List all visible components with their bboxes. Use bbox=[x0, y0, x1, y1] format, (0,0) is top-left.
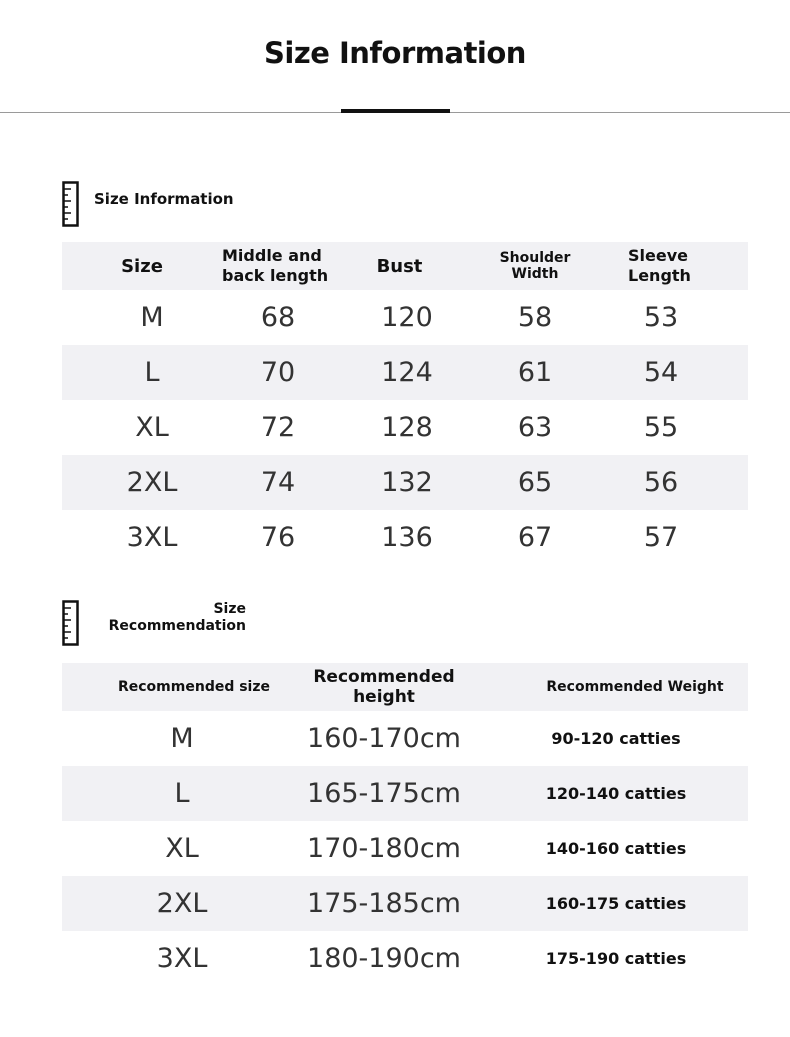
header-bust: Bust bbox=[376, 255, 423, 277]
recommended-size-cell: 3XL bbox=[156, 943, 208, 974]
shoulder-cell: 63 bbox=[517, 412, 553, 443]
recommendation-row bbox=[62, 711, 748, 766]
size-info-row bbox=[62, 400, 748, 455]
recommended-weight-cell: 120-140 catties bbox=[545, 784, 687, 803]
back-length-cell: 72 bbox=[260, 412, 296, 443]
size-cell: L bbox=[144, 357, 160, 388]
recommended-height-cell: 165-175cm bbox=[307, 778, 461, 809]
size-info-header-row bbox=[62, 242, 748, 290]
recommendation-row bbox=[62, 821, 748, 876]
size-info-row bbox=[62, 510, 748, 565]
title-accent-bar bbox=[341, 109, 450, 113]
sleeve-cell: 57 bbox=[643, 522, 679, 553]
back-length-cell: 74 bbox=[260, 467, 296, 498]
header-back-length: Middle and back length bbox=[222, 246, 329, 285]
back-length-cell: 68 bbox=[260, 302, 296, 333]
back-length-cell: 70 bbox=[260, 357, 296, 388]
bust-cell: 120 bbox=[381, 302, 433, 333]
size-info-row bbox=[62, 455, 748, 510]
size-recommendation-label: Size Recommendation bbox=[108, 601, 246, 634]
recommended-size-cell: XL bbox=[165, 833, 199, 864]
sleeve-cell: 54 bbox=[643, 357, 679, 388]
header-sleeve-length: Sleeve Length bbox=[628, 246, 691, 285]
recommendation-row bbox=[62, 931, 748, 986]
sleeve-cell: 55 bbox=[643, 412, 679, 443]
shoulder-cell: 65 bbox=[517, 467, 553, 498]
size-info-table bbox=[62, 242, 748, 565]
sleeve-cell: 53 bbox=[643, 302, 679, 333]
shoulder-cell: 67 bbox=[517, 522, 553, 553]
size-recommendation-heading bbox=[62, 600, 246, 646]
back-length-cell: 76 bbox=[260, 522, 296, 553]
recommended-weight-cell: 90-120 catties bbox=[551, 729, 681, 748]
recommendation-row bbox=[62, 766, 748, 821]
recommended-weight-cell: 175-190 catties bbox=[545, 949, 687, 968]
ruler-icon bbox=[62, 600, 79, 646]
page-title: Size Information bbox=[264, 36, 526, 70]
bust-cell: 124 bbox=[381, 357, 433, 388]
recommended-weight-cell: 160-175 catties bbox=[545, 894, 687, 913]
bust-cell: 132 bbox=[381, 467, 433, 498]
size-recommendation-table bbox=[62, 663, 748, 986]
recommendation-row bbox=[62, 876, 748, 931]
size-cell: 3XL bbox=[126, 522, 178, 553]
size-cell: 2XL bbox=[126, 467, 178, 498]
recommended-size-cell: L bbox=[174, 778, 190, 809]
sleeve-cell: 56 bbox=[643, 467, 679, 498]
recommended-height-cell: 175-185cm bbox=[307, 888, 461, 919]
recommended-height-cell: 170-180cm bbox=[307, 833, 461, 864]
header-recommended-weight: Recommended Weight bbox=[546, 679, 724, 695]
header-recommended-height: Recommended height bbox=[313, 667, 455, 707]
shoulder-cell: 61 bbox=[517, 357, 553, 388]
size-info-row bbox=[62, 290, 748, 345]
bust-cell: 136 bbox=[381, 522, 433, 553]
shoulder-cell: 58 bbox=[517, 302, 553, 333]
recommended-weight-cell: 140-160 catties bbox=[545, 839, 687, 858]
header-shoulder-width: Shoulder Width bbox=[499, 250, 571, 282]
recommended-size-cell: M bbox=[170, 723, 194, 754]
recommended-height-cell: 160-170cm bbox=[307, 723, 461, 754]
header-recommended-size: Recommended size bbox=[117, 679, 271, 695]
size-info-heading bbox=[62, 181, 234, 227]
size-cell: XL bbox=[135, 412, 169, 443]
recommended-size-cell: 2XL bbox=[156, 888, 208, 919]
ruler-icon bbox=[62, 181, 79, 227]
header-size: Size bbox=[121, 255, 163, 277]
recommendation-header-row bbox=[62, 663, 748, 711]
bust-cell: 128 bbox=[381, 412, 433, 443]
size-cell: M bbox=[140, 302, 164, 333]
recommended-height-cell: 180-190cm bbox=[307, 943, 461, 974]
size-info-row bbox=[62, 345, 748, 400]
size-info-label: Size Information bbox=[94, 189, 234, 208]
